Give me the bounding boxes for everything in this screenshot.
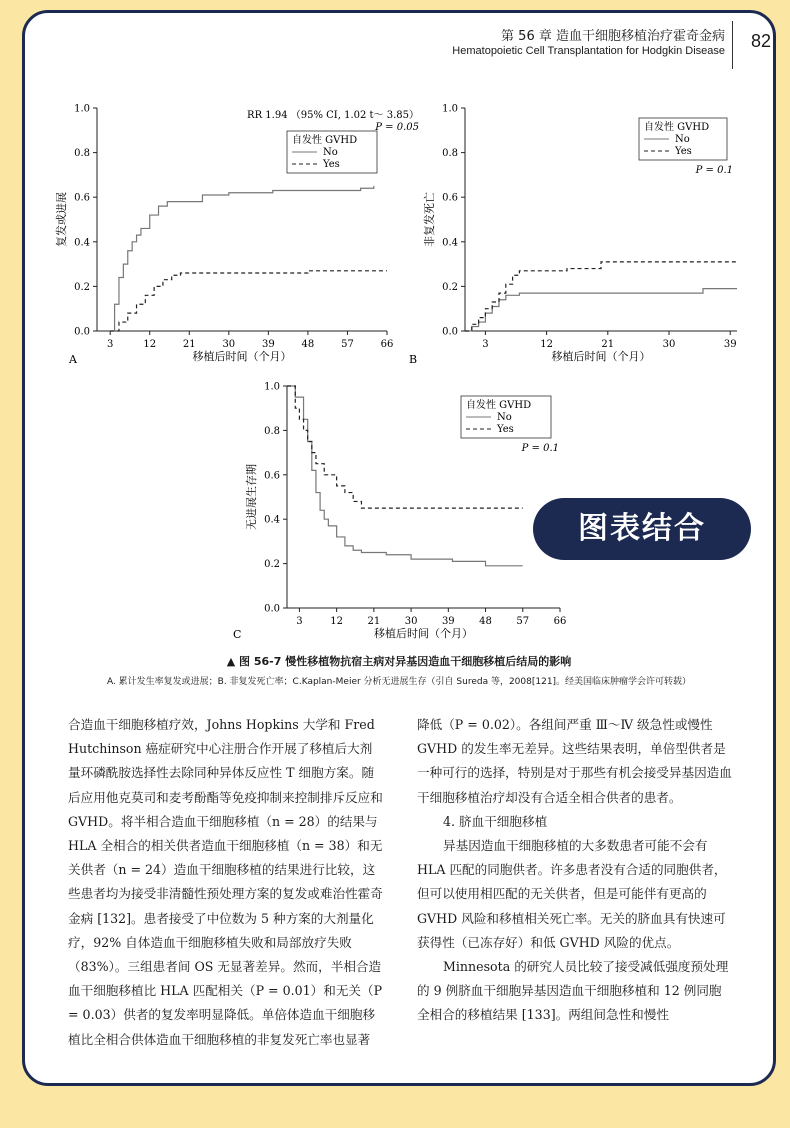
panel-b-y-tick-label: 0.8 — [442, 148, 458, 160]
panel-a-x-tick-label: 57 — [341, 339, 354, 350]
panel-c-y-tick-label: 0.0 — [264, 603, 280, 615]
panel-c-legend-label-no: No — [497, 412, 512, 423]
page-card — [22, 10, 776, 1086]
panel-b-x-tick-label: 12 — [540, 339, 553, 350]
panel-a-y-tick-label: 0.6 — [74, 192, 90, 204]
panel-c-x-tick-label: 57 — [516, 616, 530, 627]
panel-c-x-tick-label: 39 — [441, 616, 455, 627]
panel-a-x-tick-label: 39 — [261, 339, 275, 350]
panel-c-legend-title: 自发性 GVHD — [466, 400, 532, 411]
panel-a-y-tick-label: 0.4 — [74, 237, 90, 249]
chapter-title-zh: 第 56 章 造血干细胞移植治疗霍奇金病 — [501, 29, 725, 44]
panel-a-x-axis-label: 移植后时间（个月） — [192, 350, 292, 363]
panel-b-p-value: P = 0.1 — [695, 165, 733, 176]
panel-a-x-tick-label: 21 — [182, 339, 196, 350]
panel-c-y-tick-label: 0.8 — [264, 425, 280, 437]
panel-a-p-value: P = 0.05 — [375, 122, 419, 133]
panel-c-x-tick-label: 30 — [404, 616, 418, 627]
panel-a-x-tick-label: 12 — [143, 339, 157, 350]
panel-a-y-tick-label: 0.8 — [74, 148, 90, 160]
chapter-title-en: Hematopoietic Cell Transplantation for Hodgkin Disease — [452, 45, 725, 57]
right-paragraph-1: 降低（P = 0.02）。各组间严重 Ⅲ～Ⅳ 级急性或慢性 GVHD 的发生率无差异。这些结果表明，单倍型供者是一种可行的选择，特别是对于那些有机会接受异基因造血干细胞移植治疗却没有合适全相合供者的患者。 — [417, 717, 732, 805]
panel-b-legend-label-yes: Yes — [675, 146, 692, 157]
panel-c-x-axis-label: 移植后时间（个月） — [374, 627, 473, 640]
panel-c-legend-label-yes: Yes — [497, 424, 514, 435]
panel-b-x-axis-label: 移植后时间（个月） — [551, 350, 651, 363]
panel-c-y-axis-label: 无进展生存期 — [245, 464, 258, 530]
panel-a-x-tick-label: 66 — [380, 339, 394, 350]
right-paragraph-3: Minnesota 的研究人员比较了接受减低强度预处理的 9 例脐血干细胞异基因造血干细胞移植和 12 例同胞全相合的移植结果 [133]。两组间急性和慢性 — [417, 959, 729, 1023]
panel-a-x-tick-label: 48 — [301, 339, 315, 350]
panel-a-legend-title: 自发性 GVHD — [292, 135, 358, 146]
panel-a-legend-label-yes: Yes — [323, 159, 340, 170]
panel-a-x-tick-label: 30 — [222, 339, 236, 350]
panel-c-p-value: P = 0.1 — [521, 443, 559, 454]
panel-c-x-tick-label: 21 — [367, 616, 381, 627]
figure-subcaption: A. 累计发生率复发或进展；B. 非复发死亡率；C.Kaplan-Meier 分析无进展生存（引自 Sureda 等，2008[121]。经美国临床肿瘤学会许可转载） — [106, 677, 692, 687]
panel-a-series-no-line — [110, 186, 374, 331]
panel-a-letter: A — [69, 353, 77, 366]
panel-b-y-tick-label: 0.2 — [442, 281, 458, 293]
right-paragraph-2: 异基因造血干细胞移植的大多数患者可能不会有 HLA 匹配的同胞供者。许多患者没有合适的同胞供者，但可以使用相匹配的无关供者，但是可能伴有更高的 GVHD 风险和移植相关死亡率。无关的脐血具有快速可获得性（已冻存好）和低 GVHD 风险的优点。 — [417, 838, 727, 950]
panel-b-series-no-line — [465, 289, 737, 331]
panel-a-y-axis-label: 复发或进展 — [55, 192, 68, 247]
left-paragraph: 合造血干细胞移植疗效，Johns Hopkins 大学和 Fred Hutchinson 癌症研究中心注册合作开展了移植后大剂量环磷酰胺选择性去除同种异体反应性 T 细胞方案。随后应用他克莫司和麦考酚酯等免疫抑制来控制排斥反应和 GVHD。将半相合造血干细胞移植（n = 28）的结果与 HLA 全相合的相关供者造血干细胞移植（n = 38）和无关供者（n = 24）造血干细胞移植的结果进行比较，这些患者均为接受非清髓性预处理方案的复发或难治性霍奇金病 [132]。患者接受了中位数为 5 种方案的大剂量化疗，92% 自体造血干细胞移植失败和局部放疗失败（83%）。三组患者间 OS 无显著差异。然而，半相合造血干细胞移植比 HLA 匹配相关（P = 0.01）和无关（P = 0.03）供者的复发率明显降低。单倍体造血干细胞移植比全相合供体造血干细胞移植的非复发死亡率也显著 — [68, 717, 383, 1047]
panel-b-x-tick-label: 21 — [601, 339, 615, 350]
panel-a-y-tick-label: 0.0 — [74, 326, 90, 338]
panel-b-legend-title: 自发性 GVHD — [644, 122, 710, 133]
panel-b-letter: B — [409, 353, 418, 366]
panel-b-y-tick-label: 0.4 — [442, 237, 458, 249]
panel-b-y-tick-label: 0.6 — [442, 192, 458, 204]
panel-c-x-tick-label: 48 — [479, 616, 492, 627]
panel-a-series-yes-line — [110, 271, 387, 331]
panel-c-y-tick-label: 0.6 — [264, 470, 280, 482]
panel-a-y-tick-label: 1.0 — [74, 103, 90, 115]
panel-b-x-tick-label: 3 — [482, 339, 489, 350]
panel-b-x-tick-label: 39 — [723, 339, 737, 350]
panel-c-y-tick-label: 0.2 — [264, 559, 280, 571]
panel-c-x-tick-label: 12 — [330, 616, 344, 627]
panel-b-y-axis-label: 非复发死亡 — [423, 192, 436, 247]
panel-a-legend-label-no: No — [323, 147, 338, 158]
left-column — [68, 713, 384, 1052]
section-subheading: 4. 脐血干细胞移植 — [443, 813, 548, 829]
right-column — [417, 713, 733, 1028]
panel-b-y-tick-label: 0.0 — [442, 326, 458, 338]
panel-b-y-tick-label: 1.0 — [442, 103, 458, 115]
panel-c-y-tick-label: 0.4 — [264, 514, 280, 526]
panel-c-y-tick-label: 1.0 — [264, 381, 280, 393]
panel-c-letter: C — [233, 628, 242, 641]
panel-a-rr-annotation: RR 1.94 （95% CI, 1.02 t～ 3.85） — [247, 110, 419, 121]
page-number: 82 — [750, 31, 771, 51]
figure-caption: ▲ 图 56-7 慢性移植物抗宿主病对异基因造血干细胞移植后结局的影响 — [226, 655, 572, 668]
panel-a-x-tick-label: 3 — [106, 339, 114, 350]
chart-text-badge: 图表结合 — [533, 498, 751, 560]
panel-c-x-tick-label: 66 — [553, 616, 567, 627]
panel-b-x-tick-label: 30 — [662, 339, 676, 350]
panel-c-x-tick-label: 3 — [296, 616, 303, 627]
panel-b-legend-label-no: No — [675, 134, 690, 145]
panel-a-y-tick-label: 0.2 — [74, 281, 90, 293]
